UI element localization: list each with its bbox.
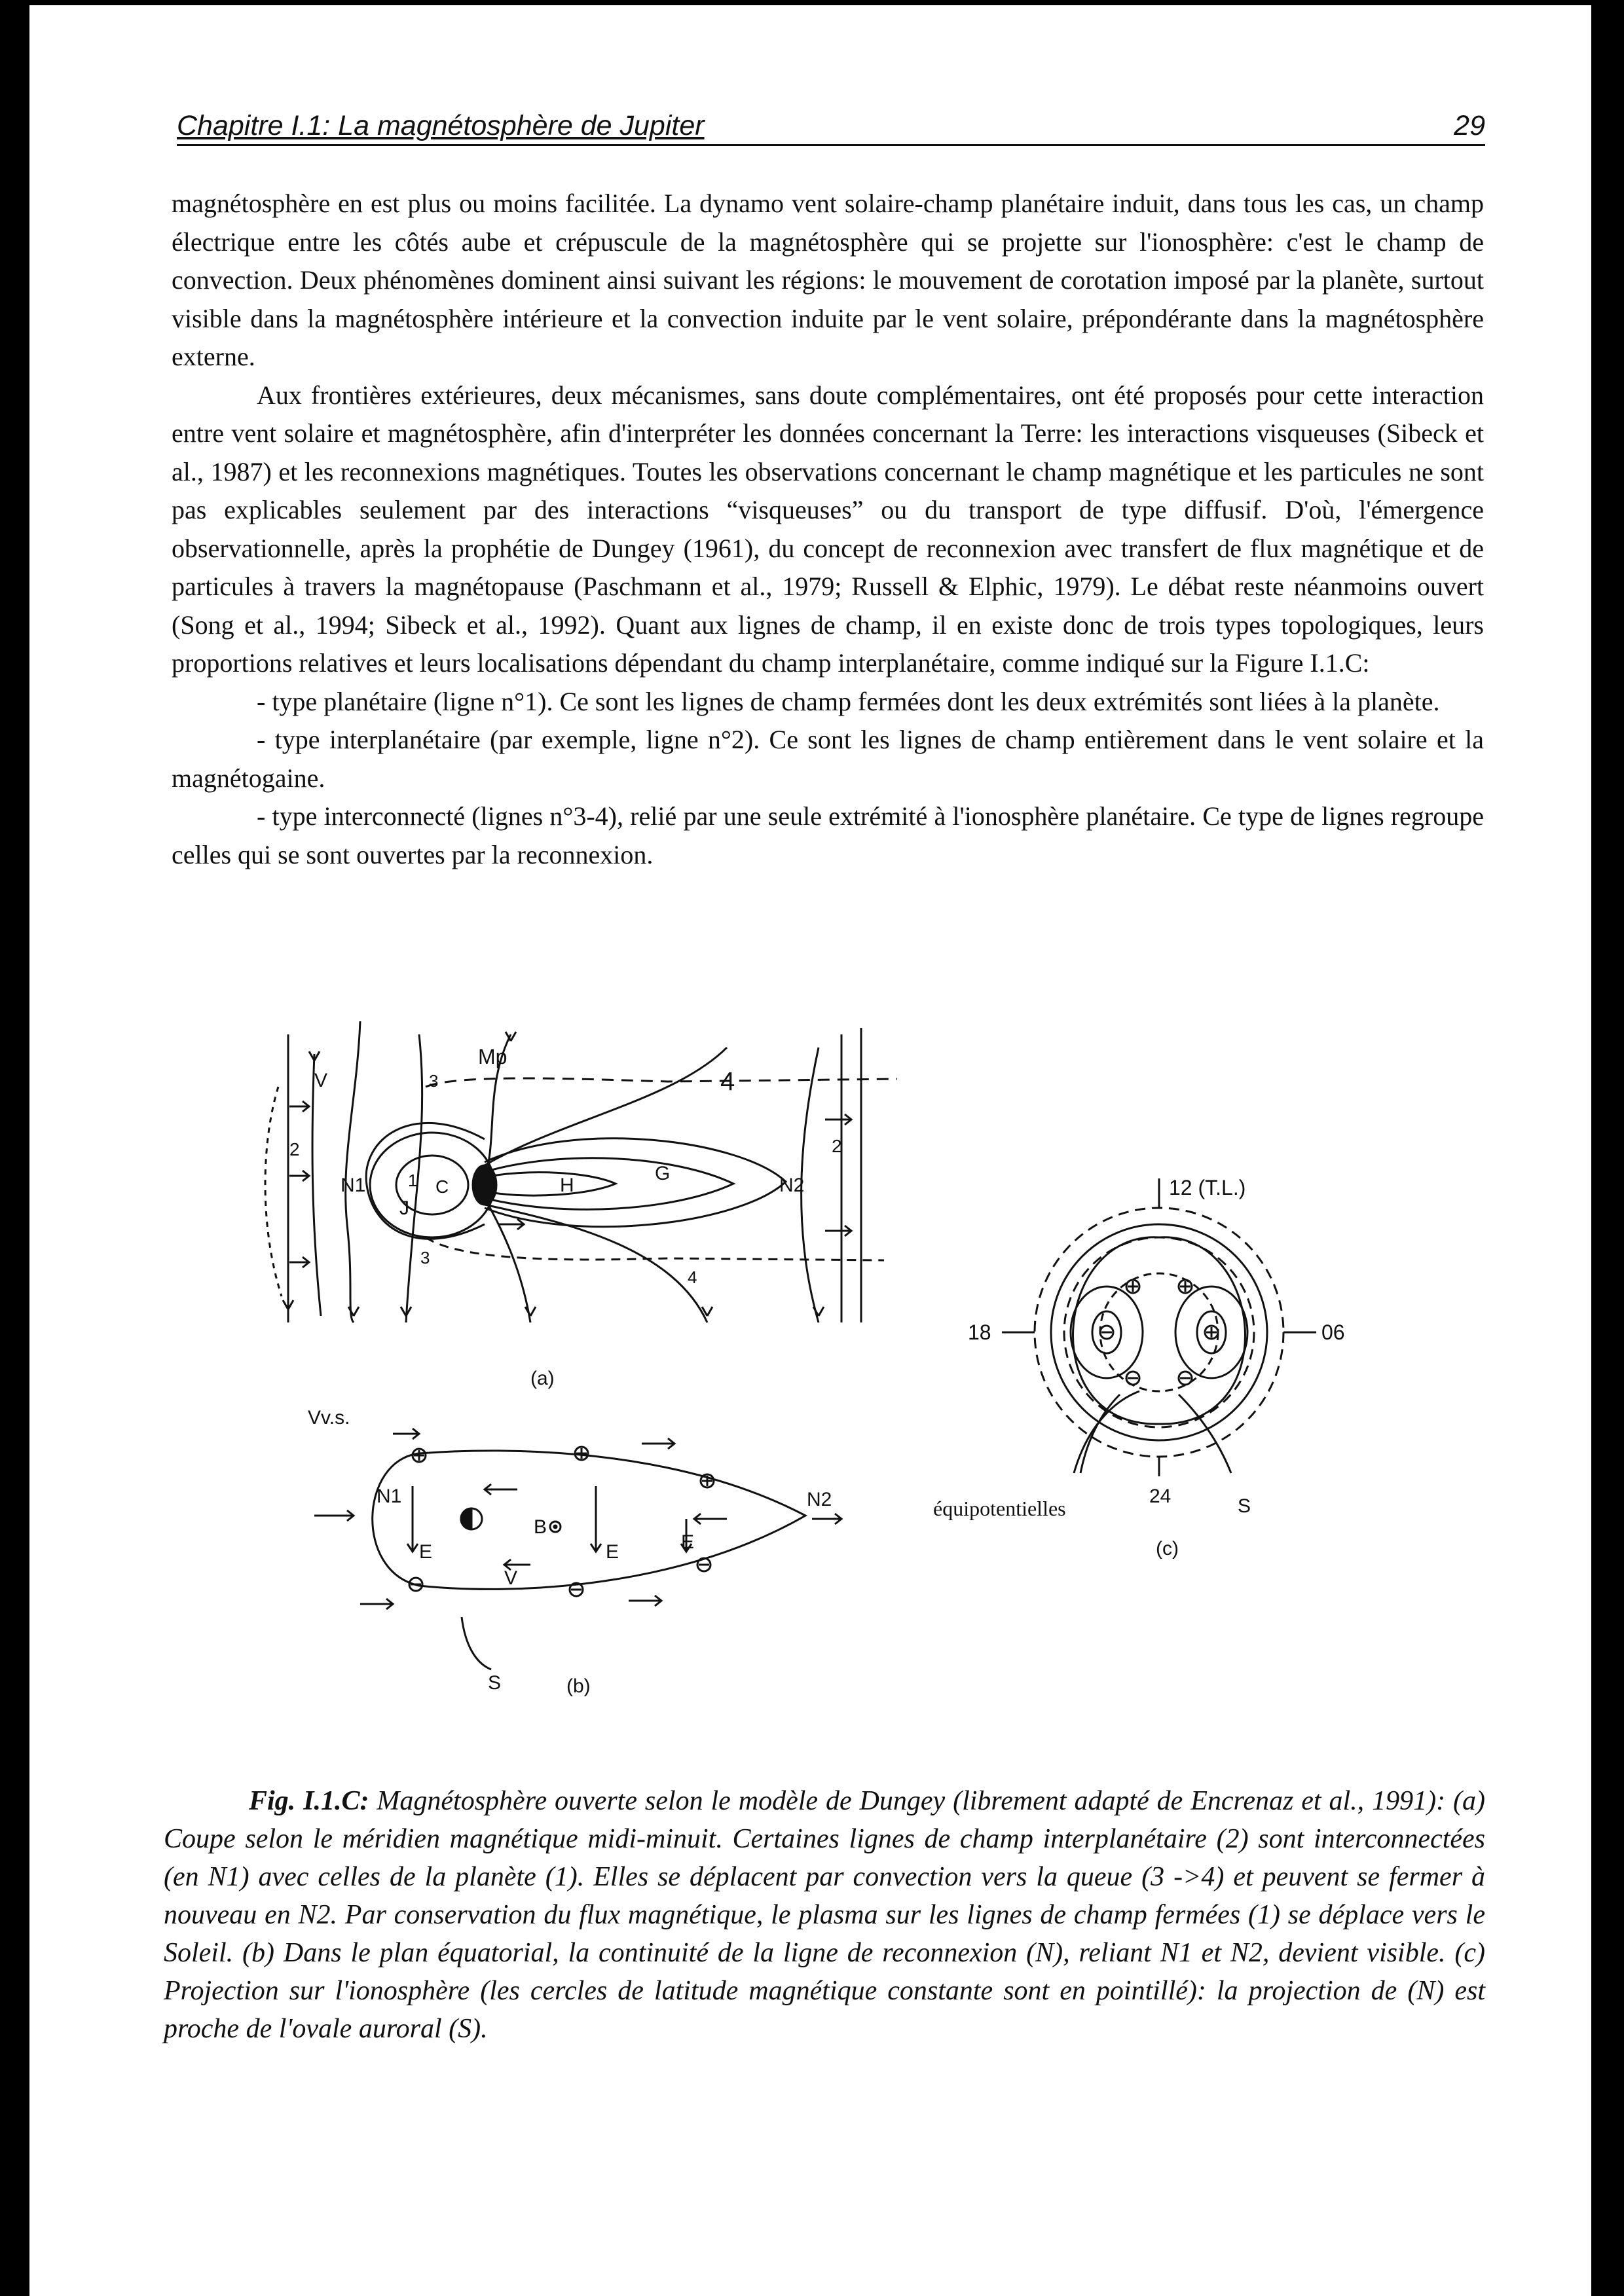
label-n1-b: N1 (377, 1485, 402, 1507)
body-text (172, 185, 1484, 874)
label-n1: N1 (341, 1175, 366, 1196)
label-c: C (435, 1176, 449, 1197)
chapter-title: Chapitre I.1: La magnétosphère de Jupiter (177, 110, 705, 141)
label-v: V (314, 1070, 328, 1091)
figure-a (249, 1008, 910, 1401)
paragraph-2: Aux frontières extérieures, deux mécanismes, sans doute complémentaires, ont été proposés pour cette interaction entre vent solaire et magnétosphère, afin d'interpréter les données concernant la Terre: les interactions visqueuses (Sibeck et al., 1987) et les reconnexions magnétiques. Toutes les observations concernant le champ magnétique et les particules ne sont pas explicables seulement par des interactions “visqueuses” ou du transport de type diffusif. D'où, l'émergence observationnelle, après la prophétie de Dungey (1961), du concept de reconnexion avec transfert de flux magnétique et de particules à travers la magnétopause (Paschmann et al., 1979; Russell & Elphic, 1979). Le débat reste néanmoins ouvert (Song et al., 1994; Sibeck et al., 1992). Quant aux lignes de champ, il en existe donc de trois types topologiques, leurs proportions relatives et leurs localisations dépendant du champ interplanétaire, comme indiqué sur la Figure I.1.C: (172, 380, 1484, 678)
list-item-planetary: - type planétaire (ligne n°1). Ce sont les lignes de champ fermées dont les deux extrémités sont liées à la planète. (257, 686, 1440, 716)
list-item-interconnected: - type interconnecté (lignes n°3-4), relié par une seule extrémité à l'ionosphère planétaire. Ce type de lignes regroupe celles qui se sont ouvertes par la reconnexion. (172, 801, 1484, 869)
figure-c (923, 1165, 1395, 1571)
label-j: J (399, 1197, 409, 1219)
figure-b (308, 1401, 871, 1709)
label-line-3: 3 (429, 1071, 439, 1091)
figure-caption (164, 1782, 1485, 2048)
page-number: 29 (1454, 110, 1485, 141)
label-line-4-bottom: 4 (688, 1267, 697, 1287)
list-item-interplanetary: - type interplanétaire (par exemple, ligne n°2). Ce sont les lignes de champ entièrement dans le vent solaire et la magnétogaine. (172, 725, 1484, 793)
label-n2: N2 (779, 1175, 805, 1196)
label-vvs: Vv.s. (308, 1407, 350, 1429)
label-b: B (534, 1516, 547, 1538)
label-line-2: 2 (289, 1139, 300, 1159)
label-s-c: S (1238, 1495, 1251, 1517)
caption-label: Fig. I.1.C: (249, 1786, 369, 1816)
label-18: 18 (968, 1321, 991, 1344)
label-e-mid: E (606, 1541, 619, 1563)
label-line-3-bottom: 3 (420, 1248, 430, 1267)
label-12: 12 (T.L.) (1169, 1176, 1246, 1199)
label-s-b: S (488, 1672, 502, 1694)
figure-a-label: (a) (530, 1368, 555, 1389)
running-header (177, 110, 1485, 146)
label-v-b: V (504, 1567, 518, 1589)
paragraph-1: magnétosphère en est plus ou moins facilitée. La dynamo vent solaire-champ planétaire induit, dans tous les cas, un champ électrique entre les côtés aube et crépuscule de la magnétosphère qui se projette sur l'ionosphère: c'est le champ de convection. Deux phénomènes dominent ainsi suivant les régions: le mouvement de corotation imposé par la planète, surtout visible dans la magnétosphère intérieure et la convection induite par le vent solaire, prépondérante dans la magnétosphère externe. (172, 189, 1484, 371)
figure-b-label: (b) (566, 1675, 591, 1697)
label-e-left: E (419, 1541, 433, 1563)
label-line-1: 1 (408, 1171, 418, 1190)
label-g: G (655, 1163, 671, 1184)
label-equipotentielles: équipotentielles (933, 1497, 1066, 1520)
label-e-right: E (681, 1531, 695, 1553)
label-h: H (560, 1175, 574, 1196)
label-06: 06 (1321, 1321, 1345, 1344)
figure-c-label: (c) (1156, 1538, 1179, 1559)
label-n2-b: N2 (807, 1489, 832, 1510)
label-mp: Mp (478, 1045, 507, 1068)
label-24: 24 (1149, 1485, 1172, 1507)
label-line-4: 4 (720, 1067, 735, 1096)
label-line-2-right: 2 (832, 1136, 842, 1156)
caption-text: Magnétosphère ouverte selon le modèle de Dungey (librement adapté de Encrenaz et al., 1991): (a) Coupe selon le méridien magnétique midi-minuit. Certaines lignes de champ interplanétaire (2) sont interconnectées (en N1) avec celles de la planète (1). Elles se déplacent par convection vers la queue (3 ->4) et peuvent se fermer à nouveau en N2. Par conservation du flux magnétique, le plasma sur les lignes de champ fermées (1) se déplace vers le Soleil. (b) Dans le plan équatorial, la continuité de la ligne de reconnexion (N), reliant N1 et N2, devient visible. (c) Projection sur l'ionosphère (les cercles de latitude magnétique constante sont en pointillé): la projection de (N) est proche de l'ovale auroral (S). (164, 1786, 1485, 2044)
